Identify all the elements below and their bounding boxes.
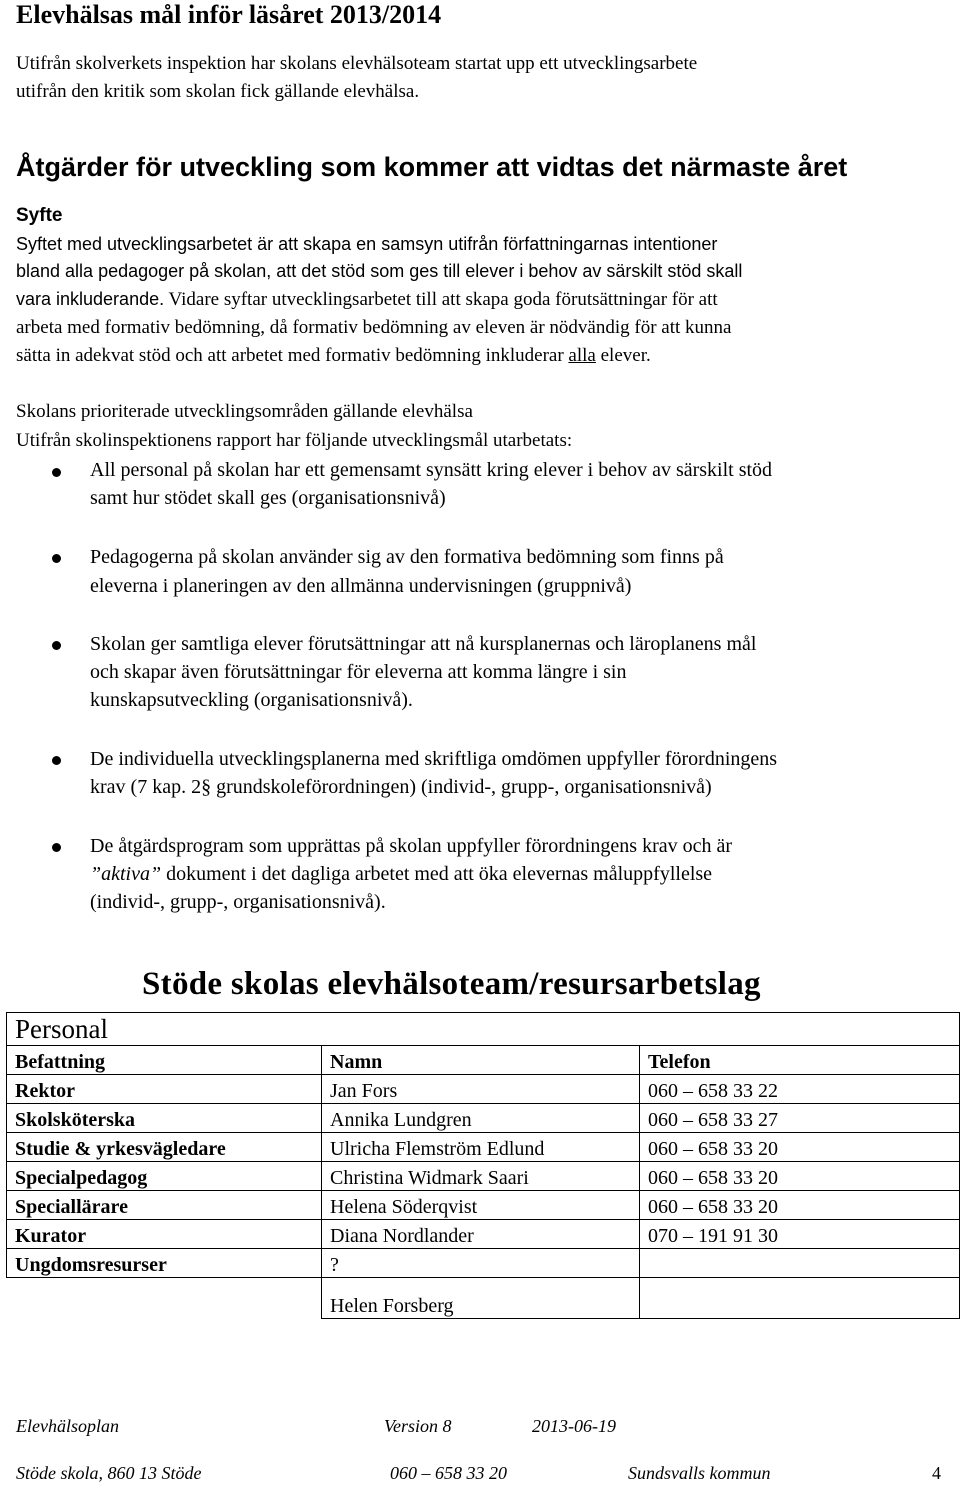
role-cell: Skolsköterska — [7, 1104, 322, 1133]
syfte-cont-2: arbeta med formativ bedömning, då formativ bedömning av eleven är nödvändig för att kunna — [16, 317, 732, 338]
aktiva-word: ”aktiva” — [90, 863, 162, 885]
priority-5-line-2-text: dokument i det dagliga arbetet med att öka elevernas måluppfyllelse — [166, 863, 713, 885]
priority-4-line-2: krav (7 kap. 2§ grundskoleförordningen) (individ-, grupp-, organisationsnivå) — [90, 776, 712, 798]
role-cell: Specialpedagog — [7, 1162, 322, 1191]
priority-1-line-2: samt hur stödet skall ges (organisationsnivå) — [90, 487, 446, 509]
priority-2-line-1: Pedagogerna på skolan använder sig av den formativa bedömning som finns på — [90, 546, 724, 568]
staff-table — [6, 1012, 960, 1319]
priority-3-line-3: kunskapsutveckling (organisationsnivå). — [90, 689, 413, 711]
priority-2-line-2: eleverna i planeringen av den allmänna undervisningen (gruppnivå) — [90, 575, 632, 597]
phone-cell — [640, 1249, 960, 1278]
syfte-cont-3 — [16, 342, 651, 370]
syfte-line-2: bland alla pedagoger på skolan, att det stöd som ges till elever i behov av särskilt stöd skall — [16, 261, 743, 281]
name-cell: Diana Nordlander — [322, 1220, 640, 1249]
team-heading: Stöde skolas elevhälsoteam/resursarbetslag — [142, 966, 761, 1002]
table-row — [7, 1278, 960, 1319]
phone-cell: 060 – 658 33 22 — [640, 1075, 960, 1104]
table-row — [7, 1249, 960, 1278]
page-number: 4 — [932, 1463, 941, 1483]
name-cell: Ulricha Flemström Edlund — [322, 1133, 640, 1162]
footer-org: Sundsvalls kommun — [628, 1463, 771, 1483]
phone-cell — [640, 1278, 960, 1319]
table-row — [7, 1104, 960, 1133]
priorities-intro: Utifrån skolinspektionens rapport har följande utvecklingsmål utarbetats: — [16, 430, 573, 451]
syfte-cont-3-pre: sätta in adekvat stöd och att arbetet med formativ bedömning inkluderar — [16, 345, 569, 366]
name-cell: Annika Lundgren — [322, 1104, 640, 1133]
intro-line-2: utifrån den kritik som skolan fick gällande elevhälsa. — [16, 81, 420, 102]
name-cell: ? — [322, 1249, 640, 1278]
role-cell: Rektor — [7, 1075, 322, 1104]
priorities-heading: Skolans prioriterade utvecklingsområden gällande elevhälsa — [16, 401, 473, 422]
table-row — [7, 1162, 960, 1191]
phone-cell: 060 – 658 33 20 — [640, 1191, 960, 1220]
syfte-line-3 — [16, 285, 718, 314]
priority-5-line-2 — [90, 860, 712, 888]
phone-cell: 060 – 658 33 20 — [640, 1162, 960, 1191]
footer-date: 2013-06-19 — [532, 1416, 616, 1436]
priority-4-line-1: De individuella utvecklingsplanerna med skriftliga omdömen uppfyller förordningens — [90, 748, 778, 770]
footer-phone: 060 – 658 33 20 — [390, 1463, 507, 1483]
table-row — [7, 1075, 960, 1104]
name-cell: Christina Widmark Saari — [322, 1162, 640, 1191]
priority-5-line-3: (individ-, grupp-, organisationsnivå). — [90, 891, 386, 913]
priority-5-line-1: De åtgärdsprogram som upprättas på skolan uppfyller förordningens krav och är — [90, 835, 733, 857]
bullet-icon — [52, 756, 61, 765]
priority-3-line-1: Skolan ger samtliga elever förutsättningar att nå kursplanernas och läroplanens mål — [90, 633, 757, 655]
footer-doc: Elevhälsoplan — [16, 1416, 119, 1436]
syfte-line-3a: vara inkluderande. — [16, 289, 165, 309]
bullet-icon — [52, 641, 61, 650]
role-cell: Ungdomsresurser — [7, 1249, 322, 1278]
bullet-icon — [52, 468, 61, 477]
phone-cell: 060 – 658 33 27 — [640, 1104, 960, 1133]
intro-line-1: Utifrån skolverkets inspektion har skolans elevhälsoteam startat upp ett utvecklingsarbete — [16, 53, 698, 74]
role-cell: Kurator — [7, 1220, 322, 1249]
role-cell: Speciallärare — [7, 1191, 322, 1220]
role-cell: Studie & yrkesvägledare — [7, 1133, 322, 1162]
page-title: Elevhälsas mål inför läsåret 2013/2014 — [16, 0, 442, 29]
col-namn: Namn — [322, 1046, 640, 1075]
table-header — [7, 1046, 960, 1075]
personal-label: Personal — [7, 1013, 960, 1046]
priority-3-line-2: och skapar även förutsättningar för eleverna att komma längre i sin — [90, 661, 627, 683]
syfte-cont-3-post: elever. — [595, 345, 651, 366]
role-cell — [7, 1278, 322, 1319]
section-heading: Åtgärder för utveckling som kommer att vidtas det närmaste året — [16, 152, 848, 182]
table-row — [7, 1220, 960, 1249]
priority-1-line-1: All personal på skolan har ett gemensamt synsätt kring elever i behov av särskilt stöd — [90, 459, 773, 481]
footer-version: Version 8 — [384, 1416, 452, 1436]
col-telefon: Telefon — [640, 1046, 960, 1075]
syfte-line-1: Syftet med utvecklingsarbetet är att skapa en samsyn utifrån författningarnas intentioner — [16, 234, 718, 254]
phone-cell: 060 – 658 33 20 — [640, 1133, 960, 1162]
name-cell: Jan Fors — [322, 1075, 640, 1104]
syfte-label: Syfte — [16, 205, 63, 226]
name-cell: Helena Söderqvist — [322, 1191, 640, 1220]
table-row — [7, 1191, 960, 1220]
name-cell: Helen Forsberg — [322, 1278, 640, 1319]
syfte-cont-3-underlined: alla — [568, 345, 596, 366]
table-row — [7, 1133, 960, 1162]
personal-row — [7, 1013, 960, 1046]
bullet-icon — [52, 843, 61, 852]
footer-address: Stöde skola, 860 13 Stöde — [16, 1463, 202, 1483]
phone-cell: 070 – 191 91 30 — [640, 1220, 960, 1249]
bullet-icon — [52, 554, 61, 563]
col-befattning: Befattning — [7, 1046, 322, 1075]
syfte-cont-1: Vidare syftar utvecklingsarbetet till att skapa goda förutsättningar för att — [168, 289, 718, 310]
